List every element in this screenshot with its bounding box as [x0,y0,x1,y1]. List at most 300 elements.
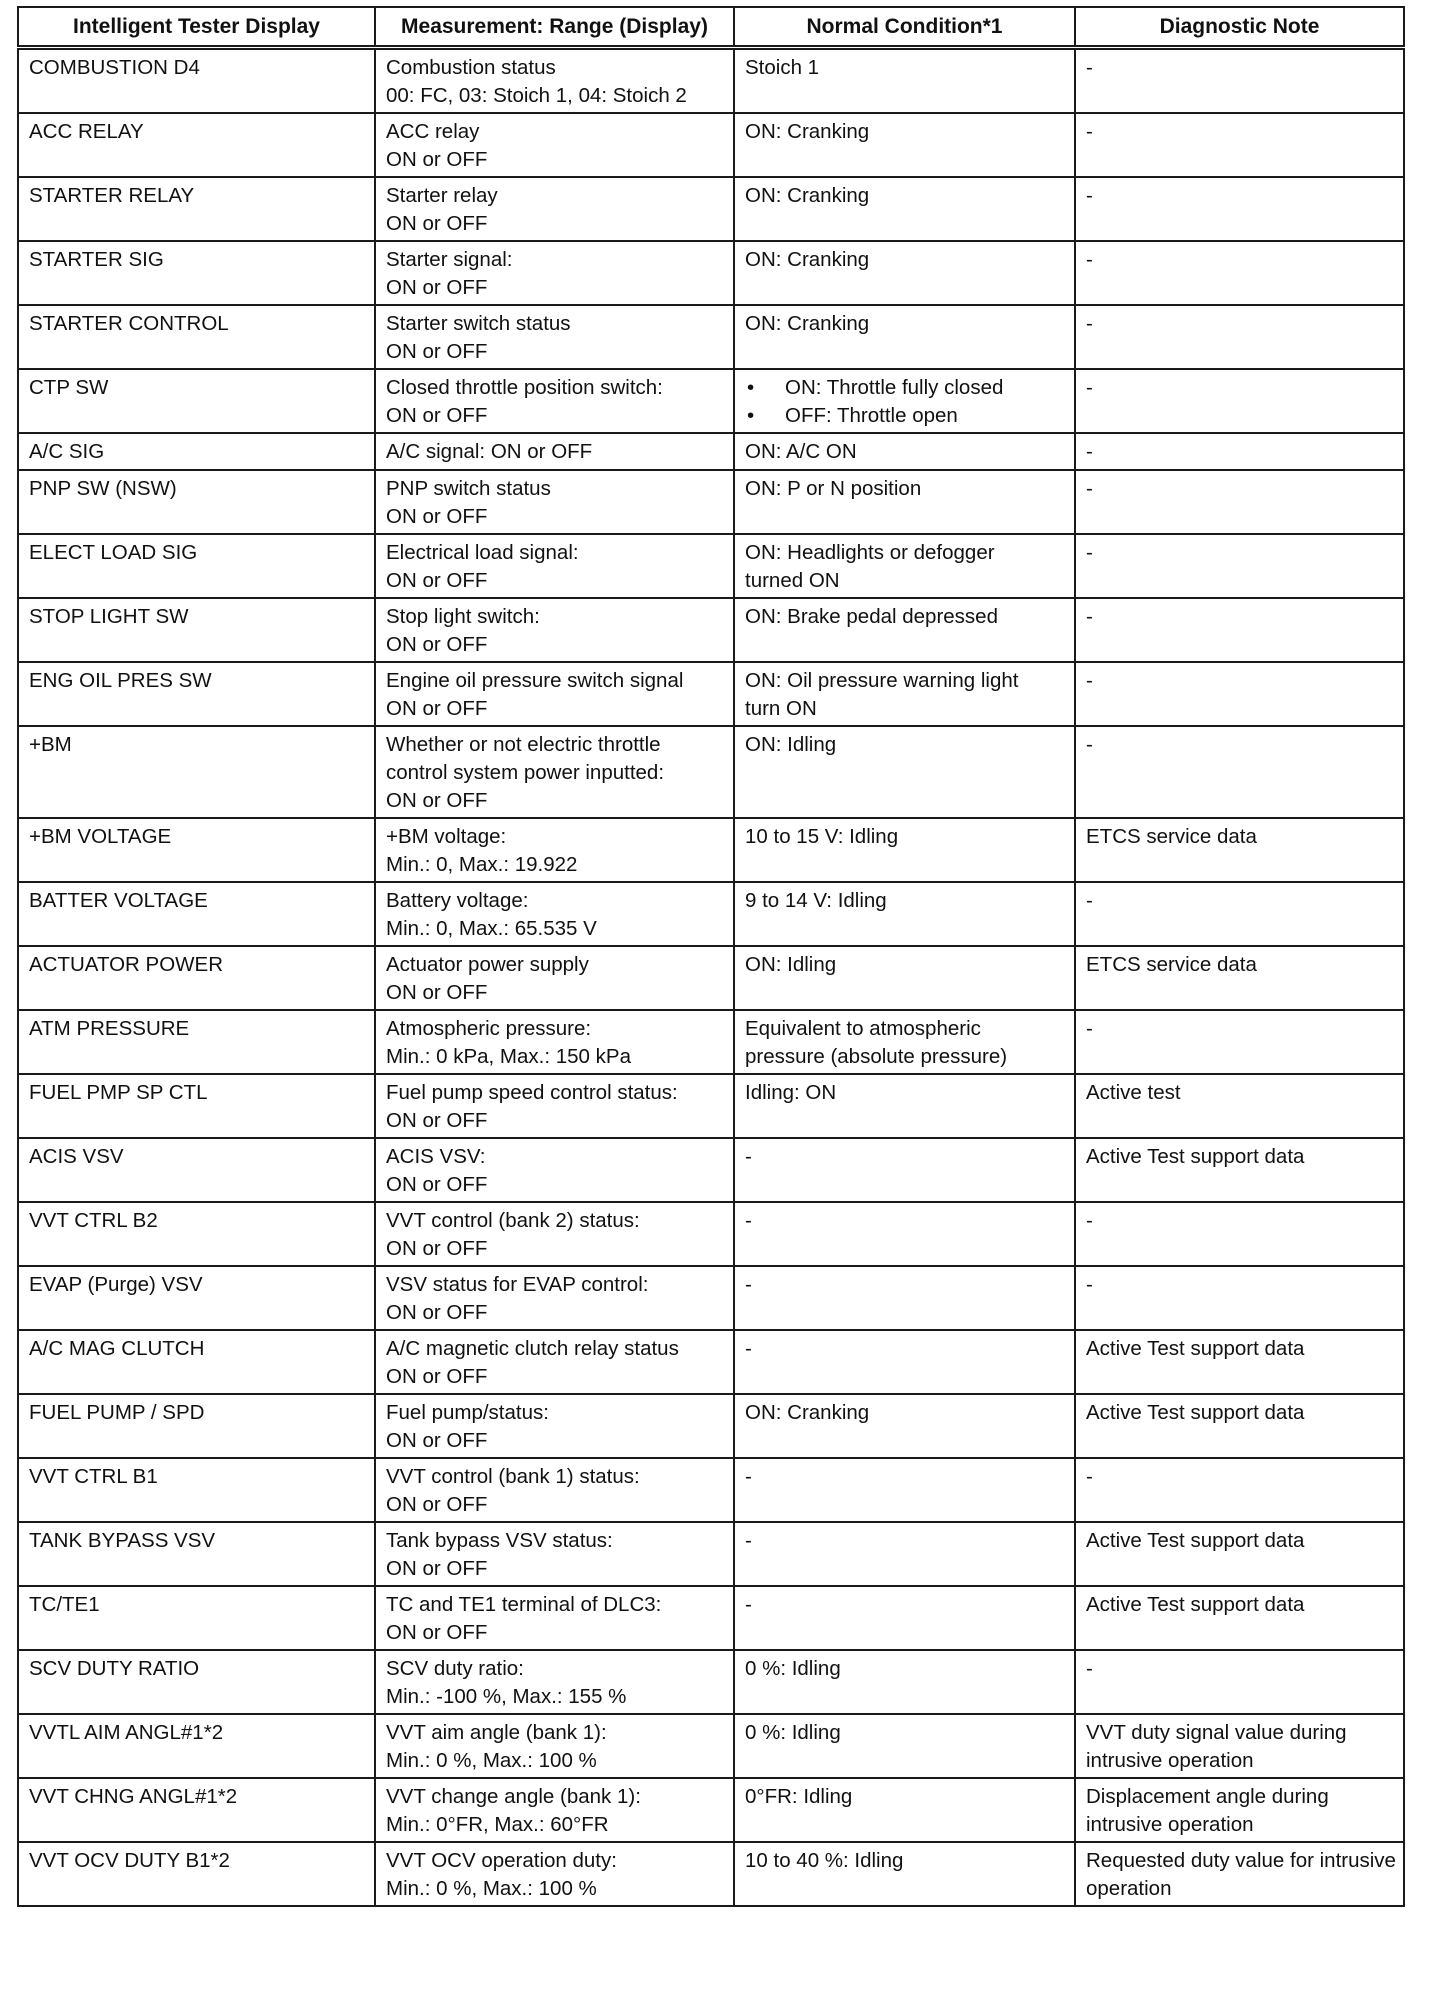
diagnostic-note-line: Active Test support data [1086,1337,1305,1360]
measurement-range-line: Min.: 0, Max.: 65.535 V [386,917,597,940]
cell-measurement-range [375,1522,734,1586]
tester-display-text: SCV DUTY RATIO [29,1657,200,1680]
cell-measurement-range [375,946,734,1010]
measurement-range-line: +BM voltage: [386,825,507,848]
cell-measurement-range [375,882,734,946]
table-row [18,1714,1404,1778]
tester-display-text: VVT CTRL B1 [29,1465,158,1488]
diagnostic-note-line: Active Test support data [1086,1529,1305,1552]
cell-tester-display [18,113,375,177]
cell-normal-condition [734,1074,1075,1138]
measurement-range-line: ON or OFF [386,1557,488,1580]
measurement-range-line: ON or OFF [386,1109,488,1132]
cell-tester-display [18,433,375,470]
cell-tester-display [18,1522,375,1586]
measurement-range-line: ON or OFF [386,1301,488,1324]
cell-normal-condition [734,662,1075,726]
cell-diagnostic-note [1075,818,1404,882]
cell-normal-condition [734,1522,1075,1586]
diagnostic-note-line: Displacement angle during [1086,1785,1329,1808]
cell-diagnostic-note [1075,1138,1404,1202]
cell-tester-display [18,1074,375,1138]
table-row [18,1650,1404,1714]
measurement-range-line: Starter switch status [386,312,571,335]
cell-measurement-range [375,48,734,114]
measurement-range-line: 00: FC, 03: Stoich 1, 04: Stoich 2 [386,84,687,107]
diagnostic-note-line: - [1086,1209,1093,1232]
normal-condition-line: - [745,1273,752,1296]
cell-tester-display [18,1394,375,1458]
tester-display-text: STOP LIGHT SW [29,605,189,628]
cell-diagnostic-note [1075,369,1404,433]
diagnostic-note-line: - [1086,889,1093,912]
tester-display-text: A/C SIG [29,440,105,463]
normal-condition-line: - [745,1145,752,1168]
cell-measurement-range [375,1842,734,1906]
cell-measurement-range [375,662,734,726]
diagnostic-note-line: - [1086,440,1093,463]
header-measurement-range: Measurement: Range (Display) [375,7,734,48]
normal-condition-bullet: • ON: Throttle fully closed [745,374,1064,402]
measurement-range-line: Min.: 0°FR, Max.: 60°FR [386,1813,609,1836]
measurement-range-line: Actuator power supply [386,953,589,976]
diagnostic-note-line: - [1086,312,1093,335]
tester-display-text: VVT OCV DUTY B1*2 [29,1849,230,1872]
cell-tester-display [18,598,375,662]
cell-normal-condition [734,946,1075,1010]
cell-tester-display [18,1266,375,1330]
cell-measurement-range [375,305,734,369]
table-row [18,113,1404,177]
measurement-range-line: A/C signal: ON or OFF [386,440,593,463]
table-row [18,305,1404,369]
cell-diagnostic-note [1075,1586,1404,1650]
normal-condition-line: ON: Cranking [745,248,870,271]
cell-tester-display [18,1458,375,1522]
cell-tester-display [18,1650,375,1714]
cell-measurement-range [375,726,734,818]
cell-normal-condition [734,1138,1075,1202]
cell-normal-condition [734,726,1075,818]
table-row [18,369,1404,433]
cell-measurement-range [375,113,734,177]
measurement-range-line: Stop light switch: [386,605,540,628]
tester-display-text: ACTUATOR POWER [29,953,223,976]
measurement-range-line: ON or OFF [386,1493,488,1516]
cell-measurement-range [375,433,734,470]
normal-condition-line: ON: Idling [745,953,837,976]
cell-normal-condition [734,1650,1075,1714]
diagnostic-note-line: - [1086,733,1093,756]
normal-condition-line: ON: Idling [745,733,837,756]
diagnostic-note-line: - [1086,376,1093,399]
tester-display-text: VVT CHNG ANGL#1*2 [29,1785,238,1808]
cell-diagnostic-note [1075,1522,1404,1586]
measurement-range-line: Tank bypass VSV status: [386,1529,613,1552]
tester-display-text: COMBUSTION D4 [29,56,200,79]
measurement-range-line: ON or OFF [386,1429,488,1452]
table-body [18,48,1404,1907]
table-row [18,1074,1404,1138]
measurement-range-line: VVT control (bank 2) status: [386,1209,640,1232]
tester-display-text: +BM VOLTAGE [29,825,172,848]
cell-measurement-range [375,1138,734,1202]
measurement-range-line: Fuel pump speed control status: [386,1081,678,1104]
header-tester-display: Intelligent Tester Display [18,7,375,48]
normal-condition-line: ON: Oil pressure warning light [745,669,1019,692]
normal-condition-line: - [745,1593,752,1616]
cell-diagnostic-note [1075,113,1404,177]
cell-normal-condition [734,534,1075,598]
tester-display-text: BATTER VOLTAGE [29,889,208,912]
diagnostic-note-line: - [1086,1273,1093,1296]
cell-diagnostic-note [1075,1010,1404,1074]
normal-condition-line: 10 to 40 %: Idling [745,1849,904,1872]
measurement-range-line: Starter signal: [386,248,513,271]
cell-normal-condition [734,241,1075,305]
normal-condition-line: Idling: ON [745,1081,837,1104]
cell-measurement-range [375,177,734,241]
measurement-range-line: ON or OFF [386,148,488,171]
table-row [18,241,1404,305]
cell-diagnostic-note [1075,946,1404,1010]
cell-measurement-range [375,598,734,662]
cell-measurement-range [375,1074,734,1138]
measurement-range-line: ACIS VSV: [386,1145,486,1168]
table-row [18,946,1404,1010]
cell-measurement-range [375,534,734,598]
normal-condition-line: 0 %: Idling [745,1657,841,1680]
cell-diagnostic-note [1075,662,1404,726]
diagnostic-note-line: - [1086,56,1093,79]
cell-tester-display [18,882,375,946]
measurement-range-line: ON or OFF [386,1173,488,1196]
diagnostic-note-line: ETCS service data [1086,825,1257,848]
measurement-range-line: Min.: -100 %, Max.: 155 % [386,1685,627,1708]
diagnostic-note-line: Active Test support data [1086,1145,1305,1168]
table-row [18,1586,1404,1650]
cell-diagnostic-note [1075,305,1404,369]
cell-tester-display [18,662,375,726]
data-list-table [17,6,1405,1907]
table-row [18,177,1404,241]
cell-measurement-range [375,1266,734,1330]
cell-diagnostic-note [1075,1778,1404,1842]
tester-display-text: FUEL PMP SP CTL [29,1081,208,1104]
header-diagnostic-note: Diagnostic Note [1075,7,1404,48]
table-row [18,534,1404,598]
normal-condition-line: - [745,1465,752,1488]
table-row [18,470,1404,534]
normal-condition-line: 0 %: Idling [745,1721,841,1744]
normal-condition-line: 0°FR: Idling [745,1785,853,1808]
diagnostic-note-line: - [1086,1465,1093,1488]
cell-diagnostic-note [1075,1458,1404,1522]
cell-diagnostic-note [1075,1842,1404,1906]
measurement-range-line: VSV status for EVAP control: [386,1273,649,1296]
cell-normal-condition [734,113,1075,177]
normal-condition-line: 9 to 14 V: Idling [745,889,887,912]
tester-display-text: ACC RELAY [29,120,144,143]
tester-display-text: PNP SW (NSW) [29,477,177,500]
cell-tester-display [18,1778,375,1842]
measurement-range-line: ON or OFF [386,276,488,299]
cell-tester-display [18,1586,375,1650]
cell-tester-display [18,1010,375,1074]
cell-normal-condition [734,177,1075,241]
cell-measurement-range [375,1458,734,1522]
normal-condition-line: ON: A/C ON [745,440,857,463]
cell-normal-condition [734,433,1075,470]
measurement-range-line: Battery voltage: [386,889,529,912]
table-row [18,433,1404,470]
measurement-range-line: ON or OFF [386,212,488,235]
cell-measurement-range [375,1778,734,1842]
measurement-range-line: ON or OFF [386,697,488,720]
measurement-range-line: Whether or not electric throttle [386,733,661,756]
normal-condition-bullet: • OFF: Throttle open [745,402,1064,430]
cell-diagnostic-note [1075,726,1404,818]
table-row [18,1138,1404,1202]
diagnostic-note-line: - [1086,541,1093,564]
cell-tester-display [18,305,375,369]
tester-display-text: EVAP (Purge) VSV [29,1273,203,1296]
cell-tester-display [18,1842,375,1906]
tester-display-text: VVT CTRL B2 [29,1209,158,1232]
cell-diagnostic-note [1075,48,1404,114]
cell-measurement-range [375,1010,734,1074]
table-header-row [18,7,1404,48]
diagnostic-note-line: intrusive operation [1086,1813,1254,1836]
diagnostic-note-line: - [1086,120,1093,143]
normal-condition-line: Stoich 1 [745,56,820,79]
normal-condition-line: ON: Cranking [745,184,870,207]
cell-measurement-range [375,1330,734,1394]
table-row [18,1394,1404,1458]
normal-condition-line: ON: Cranking [745,1401,870,1424]
cell-diagnostic-note [1075,1074,1404,1138]
table-row [18,598,1404,662]
cell-normal-condition [734,1458,1075,1522]
tester-display-text: TANK BYPASS VSV [29,1529,216,1552]
cell-tester-display [18,48,375,114]
normal-condition-line: turn ON [745,697,817,720]
measurement-range-line: Min.: 0 kPa, Max.: 150 kPa [386,1045,631,1068]
measurement-range-line: PNP switch status [386,477,551,500]
tester-display-text: STARTER CONTROL [29,312,229,335]
cell-diagnostic-note [1075,534,1404,598]
cell-measurement-range [375,1202,734,1266]
diagnostic-note-line: operation [1086,1877,1172,1900]
measurement-range-line: Min.: 0, Max.: 19.922 [386,853,578,876]
cell-normal-condition [734,1010,1075,1074]
cell-tester-display [18,534,375,598]
measurement-range-line: A/C magnetic clutch relay status [386,1337,679,1360]
cell-measurement-range [375,1714,734,1778]
cell-diagnostic-note [1075,433,1404,470]
cell-normal-condition [734,1394,1075,1458]
tester-display-text: ENG OIL PRES SW [29,669,212,692]
table-row [18,1778,1404,1842]
diagnostic-note-line: - [1086,184,1093,207]
table-row [18,662,1404,726]
cell-measurement-range [375,1650,734,1714]
normal-condition-line: ON: Headlights or defogger [745,541,995,564]
cell-diagnostic-note [1075,177,1404,241]
tester-display-text: FUEL PUMP / SPD [29,1401,205,1424]
cell-normal-condition [734,1778,1075,1842]
tester-display-text: TC/TE1 [29,1593,100,1616]
cell-normal-condition [734,48,1075,114]
cell-diagnostic-note [1075,598,1404,662]
diagnostic-note-line: ETCS service data [1086,953,1257,976]
diagnostic-note-line: Requested duty value for intrusive [1086,1849,1396,1872]
tester-display-text: STARTER RELAY [29,184,195,207]
measurement-range-line: ACC relay [386,120,480,143]
diagnostic-note-line: - [1086,1657,1093,1680]
cell-normal-condition [734,598,1075,662]
normal-condition-bullet-list [745,374,1064,430]
cell-tester-display [18,1138,375,1202]
diagnostic-note-line: - [1086,605,1093,628]
tester-display-text: ELECT LOAD SIG [29,541,198,564]
cell-normal-condition [734,1842,1075,1906]
cell-tester-display [18,1330,375,1394]
normal-condition-line: pressure (absolute pressure) [745,1045,1008,1068]
cell-diagnostic-note [1075,1714,1404,1778]
table-row [18,882,1404,946]
measurement-range-line: Starter relay [386,184,498,207]
measurement-range-line: Closed throttle position switch: [386,376,663,399]
header-normal-condition: Normal Condition*1 [734,7,1075,48]
diagnostic-note-line: VVT duty signal value during [1086,1721,1347,1744]
tester-display-text: A/C MAG CLUTCH [29,1337,205,1360]
measurement-range-line: Electrical load signal: [386,541,579,564]
cell-tester-display [18,1714,375,1778]
normal-condition-line: 10 to 15 V: Idling [745,825,899,848]
measurement-range-line: Engine oil pressure switch signal [386,669,684,692]
measurement-range-line: ON or OFF [386,340,488,363]
normal-condition-line: Equivalent to atmospheric [745,1017,981,1040]
tester-display-text: VVTL AIM ANGL#1*2 [29,1721,224,1744]
diagnostic-note-line: Active Test support data [1086,1401,1305,1424]
cell-diagnostic-note [1075,470,1404,534]
tester-display-text: STARTER SIG [29,248,164,271]
measurement-range-line: TC and TE1 terminal of DLC3: [386,1593,662,1616]
diagnostic-note-line: - [1086,669,1093,692]
cell-diagnostic-note [1075,241,1404,305]
cell-normal-condition [734,1330,1075,1394]
cell-measurement-range [375,1586,734,1650]
tester-display-text: ACIS VSV [29,1145,124,1168]
measurement-range-line: ON or OFF [386,981,488,1004]
cell-tester-display [18,726,375,818]
table-row [18,1330,1404,1394]
cell-tester-display [18,241,375,305]
cell-measurement-range [375,1394,734,1458]
normal-condition-line: - [745,1529,752,1552]
diagnostic-note-line: intrusive operation [1086,1749,1254,1772]
cell-normal-condition [734,369,1075,433]
table-row [18,1010,1404,1074]
data-list-sheet [17,6,1403,1907]
table-row [18,818,1404,882]
cell-normal-condition [734,305,1075,369]
normal-condition-line: ON: Brake pedal depressed [745,605,998,628]
cell-tester-display [18,946,375,1010]
cell-measurement-range [375,369,734,433]
measurement-range-line: Min.: 0 %, Max.: 100 % [386,1877,597,1900]
table-row [18,1202,1404,1266]
tester-display-text: +BM [29,733,72,756]
tester-display-text: ATM PRESSURE [29,1017,190,1040]
cell-tester-display [18,369,375,433]
tester-display-text: CTP SW [29,376,109,399]
cell-normal-condition [734,1202,1075,1266]
measurement-range-line: ON or OFF [386,633,488,656]
measurement-range-line: ON or OFF [386,1365,488,1388]
measurement-range-line: ON or OFF [386,569,488,592]
measurement-range-line: VVT OCV operation duty: [386,1849,617,1872]
cell-normal-condition [734,818,1075,882]
diagnostic-note-line: Active Test support data [1086,1593,1305,1616]
cell-tester-display [18,470,375,534]
cell-measurement-range [375,241,734,305]
measurement-range-line: Combustion status [386,56,556,79]
measurement-range-line: SCV duty ratio: [386,1657,524,1680]
cell-diagnostic-note [1075,882,1404,946]
measurement-range-line: VVT control (bank 1) status: [386,1465,640,1488]
measurement-range-line: Min.: 0 %, Max.: 100 % [386,1749,597,1772]
table-row [18,1842,1404,1906]
measurement-range-line: ON or OFF [386,789,488,812]
normal-condition-line: turned ON [745,569,840,592]
cell-normal-condition [734,1714,1075,1778]
normal-condition-line: ON: P or N position [745,477,922,500]
table-row [18,48,1404,114]
cell-tester-display [18,177,375,241]
measurement-range-line: VVT change angle (bank 1): [386,1785,641,1808]
cell-diagnostic-note [1075,1650,1404,1714]
diagnostic-note-line: - [1086,1017,1093,1040]
measurement-range-line: VVT aim angle (bank 1): [386,1721,607,1744]
normal-condition-line: - [745,1337,752,1360]
measurement-range-line: ON or OFF [386,1237,488,1260]
diagnostic-note-line: - [1086,477,1093,500]
measurement-range-line: ON or OFF [386,505,488,528]
cell-diagnostic-note [1075,1266,1404,1330]
cell-normal-condition [734,882,1075,946]
measurement-range-line: control system power inputted: [386,761,665,784]
cell-tester-display [18,818,375,882]
measurement-range-line: Atmospheric pressure: [386,1017,592,1040]
measurement-range-line: Fuel pump/status: [386,1401,549,1424]
normal-condition-line: - [745,1209,752,1232]
table-row [18,1458,1404,1522]
table-row [18,1522,1404,1586]
cell-normal-condition [734,1586,1075,1650]
measurement-range-line: ON or OFF [386,1621,488,1644]
diagnostic-note-line: Active test [1086,1081,1181,1104]
cell-diagnostic-note [1075,1330,1404,1394]
measurement-range-line: ON or OFF [386,404,488,427]
table-row [18,1266,1404,1330]
normal-condition-line: ON: Cranking [745,120,870,143]
cell-measurement-range [375,818,734,882]
cell-normal-condition [734,1266,1075,1330]
cell-tester-display [18,1202,375,1266]
cell-measurement-range [375,470,734,534]
